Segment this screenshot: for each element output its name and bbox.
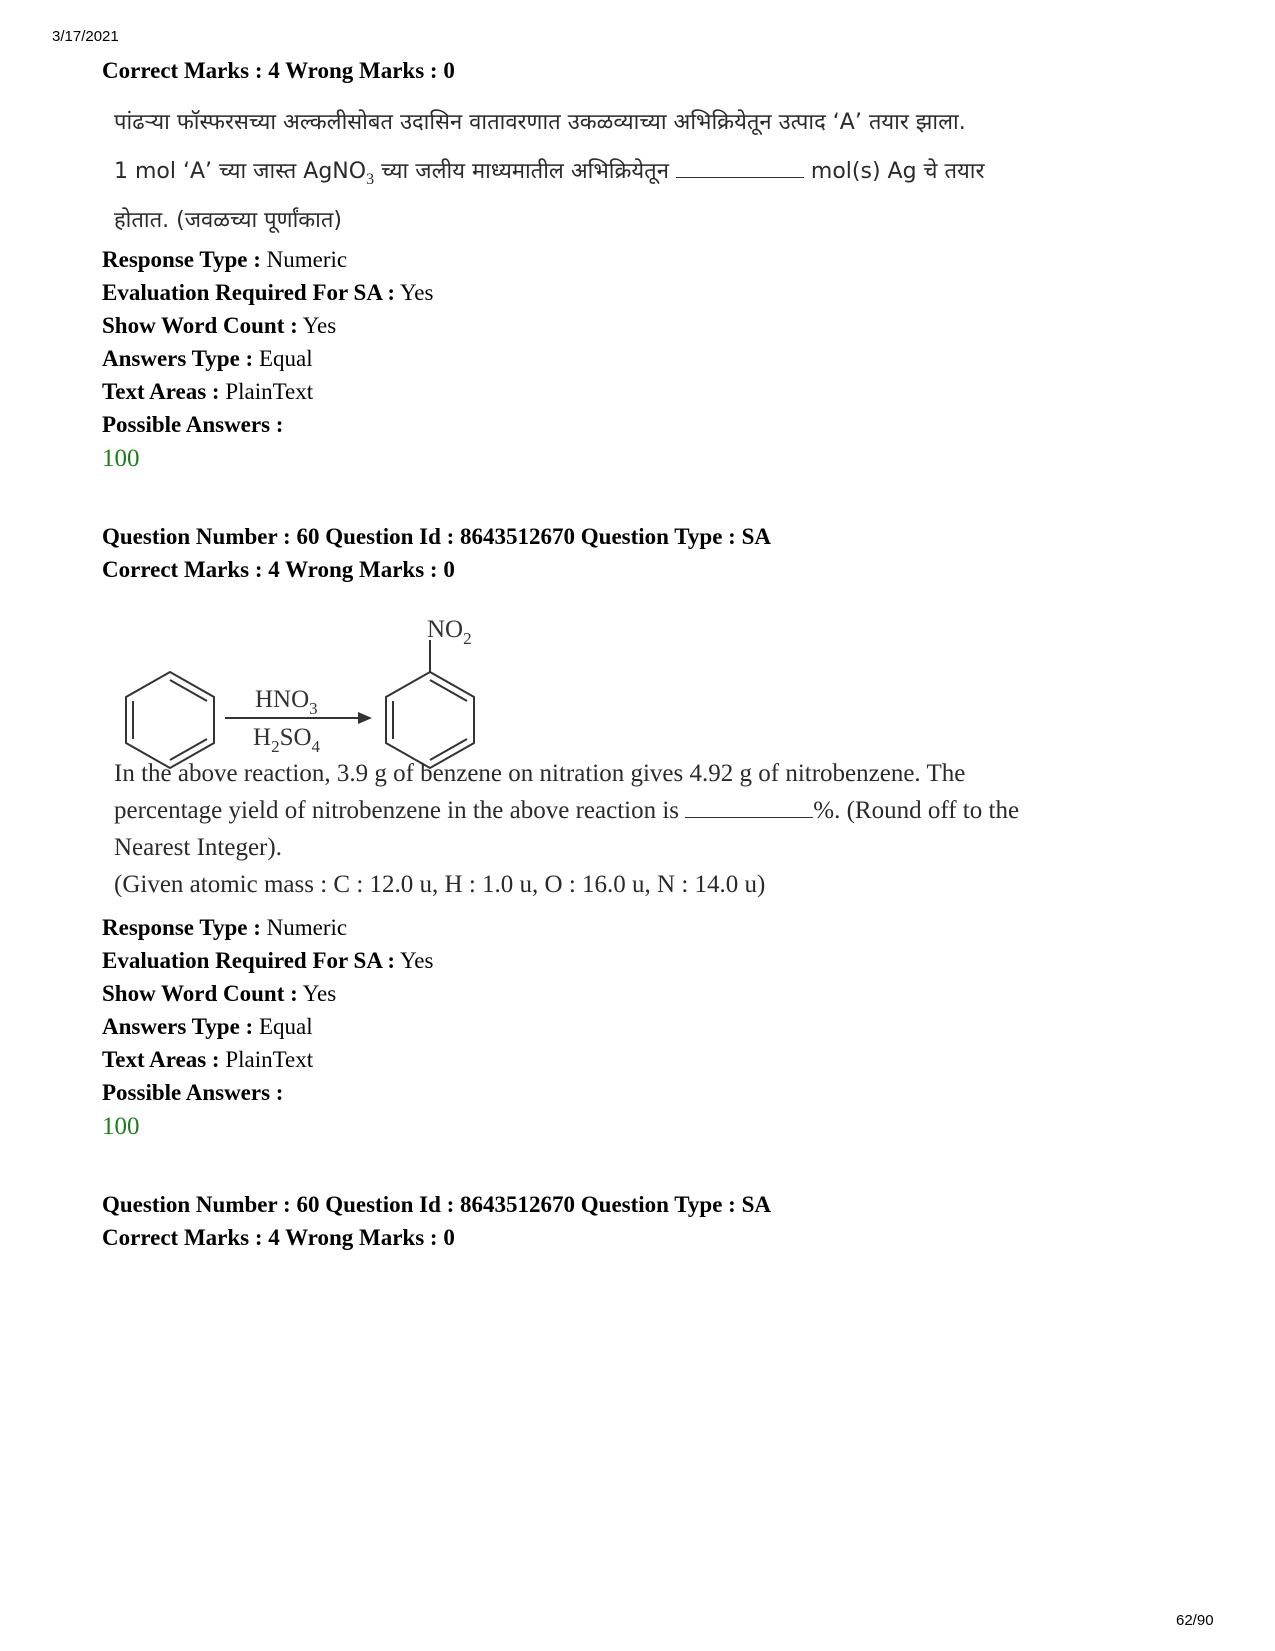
- field-label: Answers Type :: [102, 346, 254, 371]
- field-value: Numeric: [260, 915, 348, 940]
- field-value: Yes: [297, 313, 337, 338]
- page-number: 62/90: [1176, 1612, 1214, 1629]
- block1-field: [102, 346, 313, 372]
- block2-field: [102, 948, 433, 974]
- block1-field: [102, 280, 433, 306]
- block2-field: [102, 915, 347, 941]
- field-label: Response Type :: [102, 247, 261, 272]
- block2-answer: 100: [102, 1113, 140, 1140]
- field-value: PlainText: [219, 379, 314, 404]
- block1-q2-c: mol(s) Ag चे तयार: [803, 159, 985, 184]
- product-group: $NO_2$: [427, 616, 472, 648]
- block2-q2-b: %. (Round off to the: [813, 797, 1020, 824]
- answer-blank: [685, 816, 813, 818]
- block2-q2-a: percentage yield of nitrobenzene in the above reaction is: [114, 797, 686, 824]
- block1-q2-b: च्या जलीय माध्यमातील अभिक्रियेतून: [374, 159, 676, 184]
- block1-q2-a: 1 mol ‘A’ च्या जास्त AgNO: [114, 159, 367, 184]
- field-label: Text Areas :: [102, 1047, 220, 1072]
- block2-field: [102, 981, 336, 1007]
- reagent-bottom: $H_2SO_4$: [253, 724, 321, 756]
- block2-field: [102, 1014, 313, 1040]
- field-label: Evaluation Required For SA :: [102, 948, 396, 973]
- field-label: Show Word Count :: [102, 981, 298, 1006]
- reaction-arrow: [225, 712, 372, 724]
- block1-marks: Correct Marks : 4 Wrong Marks : 0: [102, 58, 455, 83]
- block1-field: [102, 313, 336, 339]
- block1-question-line3: होतात. (जवळच्या पूर्णांकात): [114, 208, 342, 233]
- block3-header: Question Number : 60 Question Id : 8643512670 Question Type : SA: [102, 1192, 771, 1217]
- block2-field: [102, 1047, 313, 1073]
- field-label: Text Areas :: [102, 379, 220, 404]
- block2-marks: Correct Marks : 4 Wrong Marks : 0: [102, 557, 455, 582]
- block1-field: [102, 412, 283, 438]
- block1-question-line2: [114, 155, 985, 189]
- field-label: Response Type :: [102, 915, 261, 940]
- field-label: Evaluation Required For SA :: [102, 280, 396, 305]
- nitrobenzene-ring: [386, 640, 474, 768]
- block1-field: [102, 247, 347, 273]
- field-value: Equal: [253, 346, 313, 371]
- answer-blank: [676, 176, 804, 178]
- field-value: Yes: [395, 948, 434, 973]
- block2-question-line4: (Given atomic mass : C : 12.0 u, H : 1.0 u, O : 16.0 u, N : 14.0 u): [114, 871, 766, 898]
- field-value: PlainText: [219, 1047, 314, 1072]
- nitration-reaction-diagram: [110, 615, 530, 775]
- block2-question-line2: [114, 797, 1019, 825]
- benzene-ring: [126, 672, 214, 768]
- field-value: Numeric: [260, 247, 348, 272]
- field-value: Equal: [253, 1014, 313, 1039]
- page-date: 3/17/2021: [52, 28, 119, 45]
- block3-marks: Correct Marks : 4 Wrong Marks : 0: [102, 1225, 455, 1250]
- block1-field: [102, 379, 313, 405]
- block1-question-line1: पांढऱ्या फॉस्फरसच्या अल्कलीसोबत उदासिन वातावरणात उकळव्याच्या अभिक्रियेतून उत्पाद ‘A’ तयार झाला.: [114, 110, 966, 135]
- block2-header: Question Number : 60 Question Id : 8643512670 Question Type : SA: [102, 524, 771, 549]
- field-label: Answers Type :: [102, 1014, 254, 1039]
- field-label: Show Word Count :: [102, 313, 298, 338]
- block1-answer: 100: [102, 445, 140, 472]
- field-value: Yes: [395, 280, 434, 305]
- field-value: Yes: [297, 981, 337, 1006]
- block2-question-line1: In the above reaction, 3.9 g of benzene on nitration gives 4.92 g of nitrobenzene. The: [114, 760, 966, 787]
- reagent-top: $HNO_3$: [255, 686, 318, 718]
- block2-field: [102, 1080, 283, 1106]
- block2-question-line3: Nearest Integer).: [114, 834, 282, 861]
- field-label: Possible Answers :: [102, 412, 284, 437]
- block1-q2-sub: 3: [366, 171, 375, 188]
- field-label: Possible Answers :: [102, 1080, 284, 1105]
